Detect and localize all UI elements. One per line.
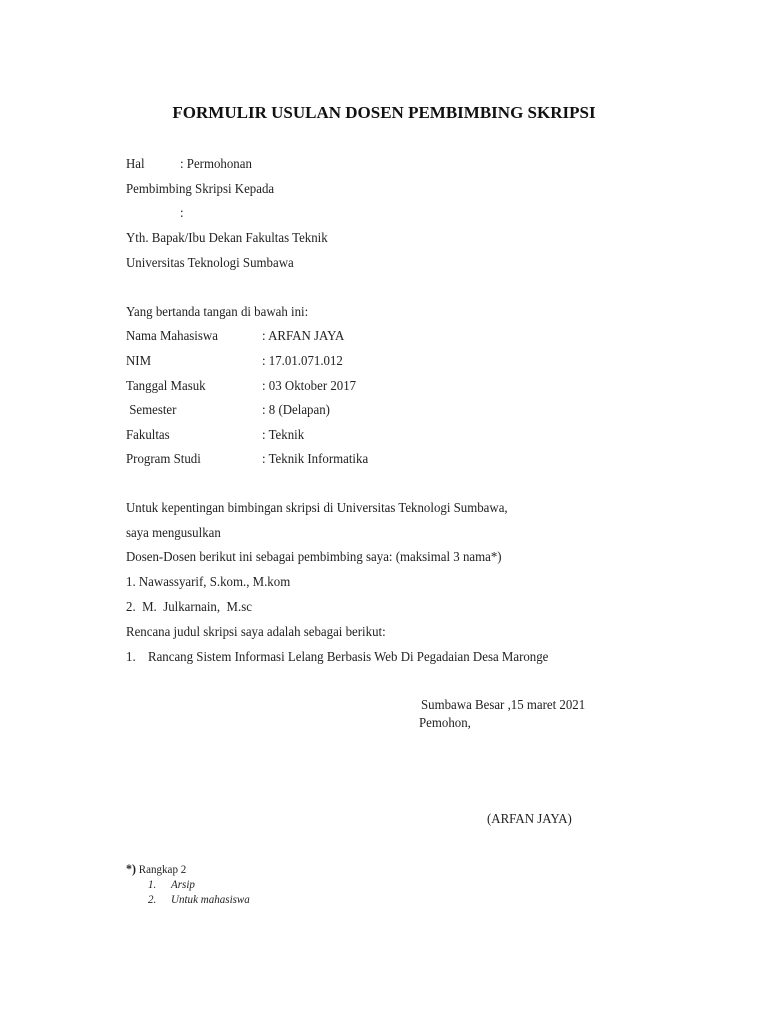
field-value-nama: : ARFAN JAYA xyxy=(262,329,345,344)
rencana-text: Rencana judul skripsi saya adalah sebagai berikut: xyxy=(126,625,386,640)
dosen-1: 1. Nawassyarif, S.kom., M.kom xyxy=(126,575,291,590)
field-value-semester: : 8 (Delapan) xyxy=(262,403,330,418)
signature-place-date: Sumbawa Besar ,15 maret 2021 xyxy=(421,698,586,713)
field-value-fakultas: : Teknik xyxy=(262,428,305,443)
body-line3: Dosen-Dosen berikut ini sebagai pembimbing saya: (maksimal 3 nama*) xyxy=(126,550,502,565)
footnote xyxy=(126,862,186,876)
recipient-line1: Yth. Bapak/Ibu Dekan Fakultas Teknik xyxy=(126,231,328,246)
field-label-nim: NIM xyxy=(126,354,152,369)
field-label-tanggal-masuk: Tanggal Masuk xyxy=(126,379,206,394)
field-label-fakultas: Fakultas xyxy=(126,428,170,443)
field-label-semester: Semester xyxy=(126,403,177,418)
signature-role: Pemohon, xyxy=(419,716,471,731)
dosen-2: 2. M. Julkarnain, M.sc xyxy=(126,600,252,615)
footnote-item-2-text: Untuk mahasiswa xyxy=(171,892,250,906)
footnote-item-1-text: Arsip xyxy=(171,877,195,891)
field-value-nim: : 17.01.071.012 xyxy=(262,354,343,369)
signature-name: (ARFAN JAYA) xyxy=(487,812,572,827)
footnote-marker: *) xyxy=(126,861,136,876)
footnote-item-2-num: 2. xyxy=(148,892,157,906)
intro-text: Yang bertanda tangan di bawah ini: xyxy=(126,305,309,320)
judul-text: Rancang Sistem Informasi Lelang Berbasis Web Di Pegadaian Desa Maronge xyxy=(148,650,549,665)
field-label-program-studi: Program Studi xyxy=(126,452,201,467)
hal-line2: Pembimbing Skripsi Kepada xyxy=(126,182,275,197)
document-title: FORMULIR USULAN DOSEN PEMBIMBING SKRIPSI xyxy=(172,103,596,122)
recipient-line2: Universitas Teknologi Sumbawa xyxy=(126,256,294,271)
field-value-program-studi: : Teknik Informatika xyxy=(262,452,369,467)
footnote-label: Rangkap 2 xyxy=(138,862,187,876)
hal-colon: : xyxy=(180,206,184,221)
hal-label: Hal xyxy=(126,157,145,172)
judul-number: 1. xyxy=(126,650,136,665)
body-line1: Untuk kepentingan bimbingan skripsi di Universitas Teknologi Sumbawa, xyxy=(126,501,508,516)
field-value-tanggal-masuk: : 03 Oktober 2017 xyxy=(262,379,357,394)
body-line2: saya mengusulkan xyxy=(126,526,221,541)
field-label-nama: Nama Mahasiswa xyxy=(126,329,218,344)
hal-value: : Permohonan xyxy=(180,157,252,172)
footnote-item-1-num: 1. xyxy=(148,877,157,891)
